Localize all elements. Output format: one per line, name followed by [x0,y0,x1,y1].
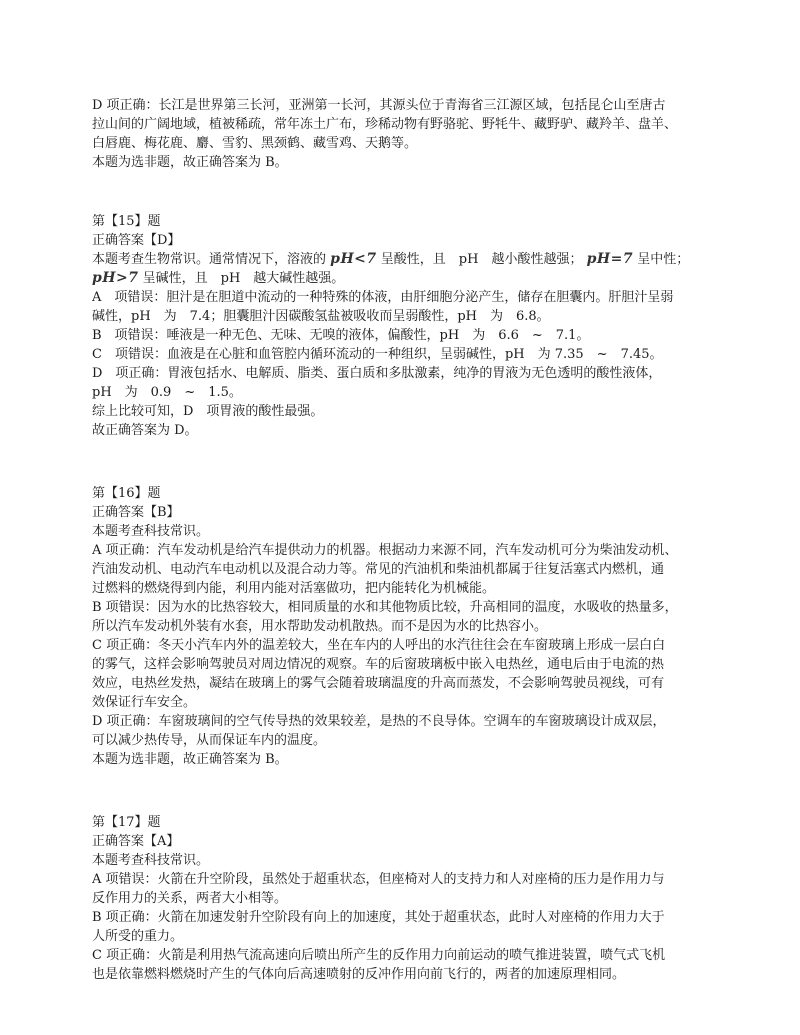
question-16 [92,484,718,769]
conclusion-line: 本题为选非题，故正确答案为 B。 [92,752,288,767]
intro-text: 呈中性； [637,252,690,267]
text-line: 反作用力的关系，两者大小相等。 [92,891,288,906]
answer-line: 正确答案【D】 [92,233,181,248]
text-line: 可以减少热传导，从而保证车内的温度。 [92,733,327,748]
text-line: B 项错误：因为水的比热容较大，相同质量的水和其他物质比较，升高相同的温度，水吸收的热量多， [92,600,678,615]
text-line: C 项错误：血液是在心脏和血管腔内循环流动的一种组织，呈弱碱性，pH 为 7.35 ~ 7.45。 [92,347,663,362]
ph-equal-7-formula: pH=7 [586,251,634,267]
text-line: A 项错误：火箭在升空阶段，虽然处于超重状态，但座椅对人的支持力和人对座椅的压力是作用力与 [92,872,665,887]
text-line: C 项正确：火箭是利用热气流高速向后喷出所产生的反作用力向前运动的喷气推进装置，喷气式飞机 [92,948,666,963]
intro-text: 呈酸性，且 pH 越小酸性越强； [380,252,583,267]
text-line: 本题考查科技常识。 [92,524,210,539]
text-line: B 项错误：唾液是一种无色、无味、无嗅的液体，偏酸性，pH 为 6.6 ~ 7.1。 [92,328,590,343]
conclusion-line: 本题为选非题，故正确答案为 B。 [92,155,288,170]
intro-text: 呈碱性，且 pH 越大碱性越强。 [142,271,345,286]
question-heading: 第【17】题 [92,815,161,830]
text-line: 的雾气，这样会影响驾驶员对周边情况的观察。车的后窗玻璃板中嵌入电热丝，通电后由于电流的热 [92,657,665,672]
text-line: 综上比较可知，D 项胃液的酸性最强。 [92,404,324,419]
ph-greater-7-formula: pH>7 [92,270,139,286]
answer-line: 正确答案【A】 [92,834,180,849]
text-line: 碱性，pH 为 7.4；胆囊胆汁因碳酸氢盐被吸收而呈弱酸性，pH 为 6.8。 [92,309,550,324]
text-line: 所以汽车发动机外装有水套，用水帮助发动机散热。而不是因为水的比热容小。 [92,619,548,634]
text-line: 也是依靠燃料燃烧时产生的气体向后高速喷射的反冲作用向前飞行的，两者的加速原理相同。 [92,967,626,982]
intro-line [92,250,718,269]
document-page [92,96,718,984]
question-heading: 第【15】题 [92,214,161,229]
text-line: 拉山间的广阔地域，植被稀疏，常年冻土广布，珍稀动物有野骆驼、野牦牛、藏野驴、藏羚羊、盘羊、 [92,117,678,132]
text-line: B 项正确：火箭在加速发射升空阶段有向上的加速度，其处于超重状态，此时人对座椅的作用力大于 [92,910,665,925]
text-line: A 项正确：汽车发动机是给汽车提供动力的机器。根据动力来源不同，汽车发动机可分为柴油发动机、 [92,543,678,558]
question-heading: 第【16】题 [92,486,161,501]
question-15 [92,212,718,440]
text-line: 白唇鹿、梅花鹿、麝、雪豹、黑颈鹤、藏雪鸡、天鹅等。 [92,136,418,151]
text-line: 过燃料的燃烧得到内能，利用内能对活塞做功，把内能转化为机械能。 [92,581,496,596]
ph-less-7-formula: pH<7 [330,251,377,267]
answer-line: 正确答案【B】 [92,505,180,520]
text-line: D 项正确：长江是世界第三长河，亚洲第一长河，其源头位于青海省三江源区域，包括昆仑山至唐古 [92,98,666,113]
intro-line [92,269,718,288]
prev-explanation [92,96,718,172]
text-line: pH 为 0.9 ~ 1.5。 [92,385,242,400]
text-line: 人所受的重力。 [92,929,184,944]
text-line: 效应，电热丝发热，凝结在玻璃上的雾气会随着玻璃温度的升高而蒸发，不会影响驾驶员视线，可有 [92,676,665,691]
text-line: D 项正确：车窗玻璃间的空气传导热的效果较差，是热的不良导体。空调车的车窗玻璃设计成双层， [92,714,666,729]
text-line: 本题考查科技常识。 [92,853,210,868]
text-line: D 项正确：胃液包括水、电解质、脂类、蛋白质和多肽激素，纯净的胃液为无色透明的酸性液体， [92,366,662,381]
text-line: 汽油发动机、电动汽车电动机以及混合动力等。常见的汽油机和柴油机都属于往复活塞式内燃机，通 [92,562,665,577]
intro-text: 本题考查生物常识。通常情况下，溶液的 [92,252,327,267]
conclusion-line: 故正确答案为 D。 [92,423,198,438]
text-line: C 项正确：冬天小汽车内外的温差较大，坐在车内的人呼出的水汽往往会在车窗玻璃上形成一层白白 [92,638,666,653]
text-line: 效保证行车安全。 [92,695,197,710]
text-line: A 项错误：胆汁是在胆道中流动的一种特殊的体液，由肝细胞分泌产生，储存在胆囊内。肝胆汁呈弱 [92,290,674,305]
question-17 [92,813,718,984]
